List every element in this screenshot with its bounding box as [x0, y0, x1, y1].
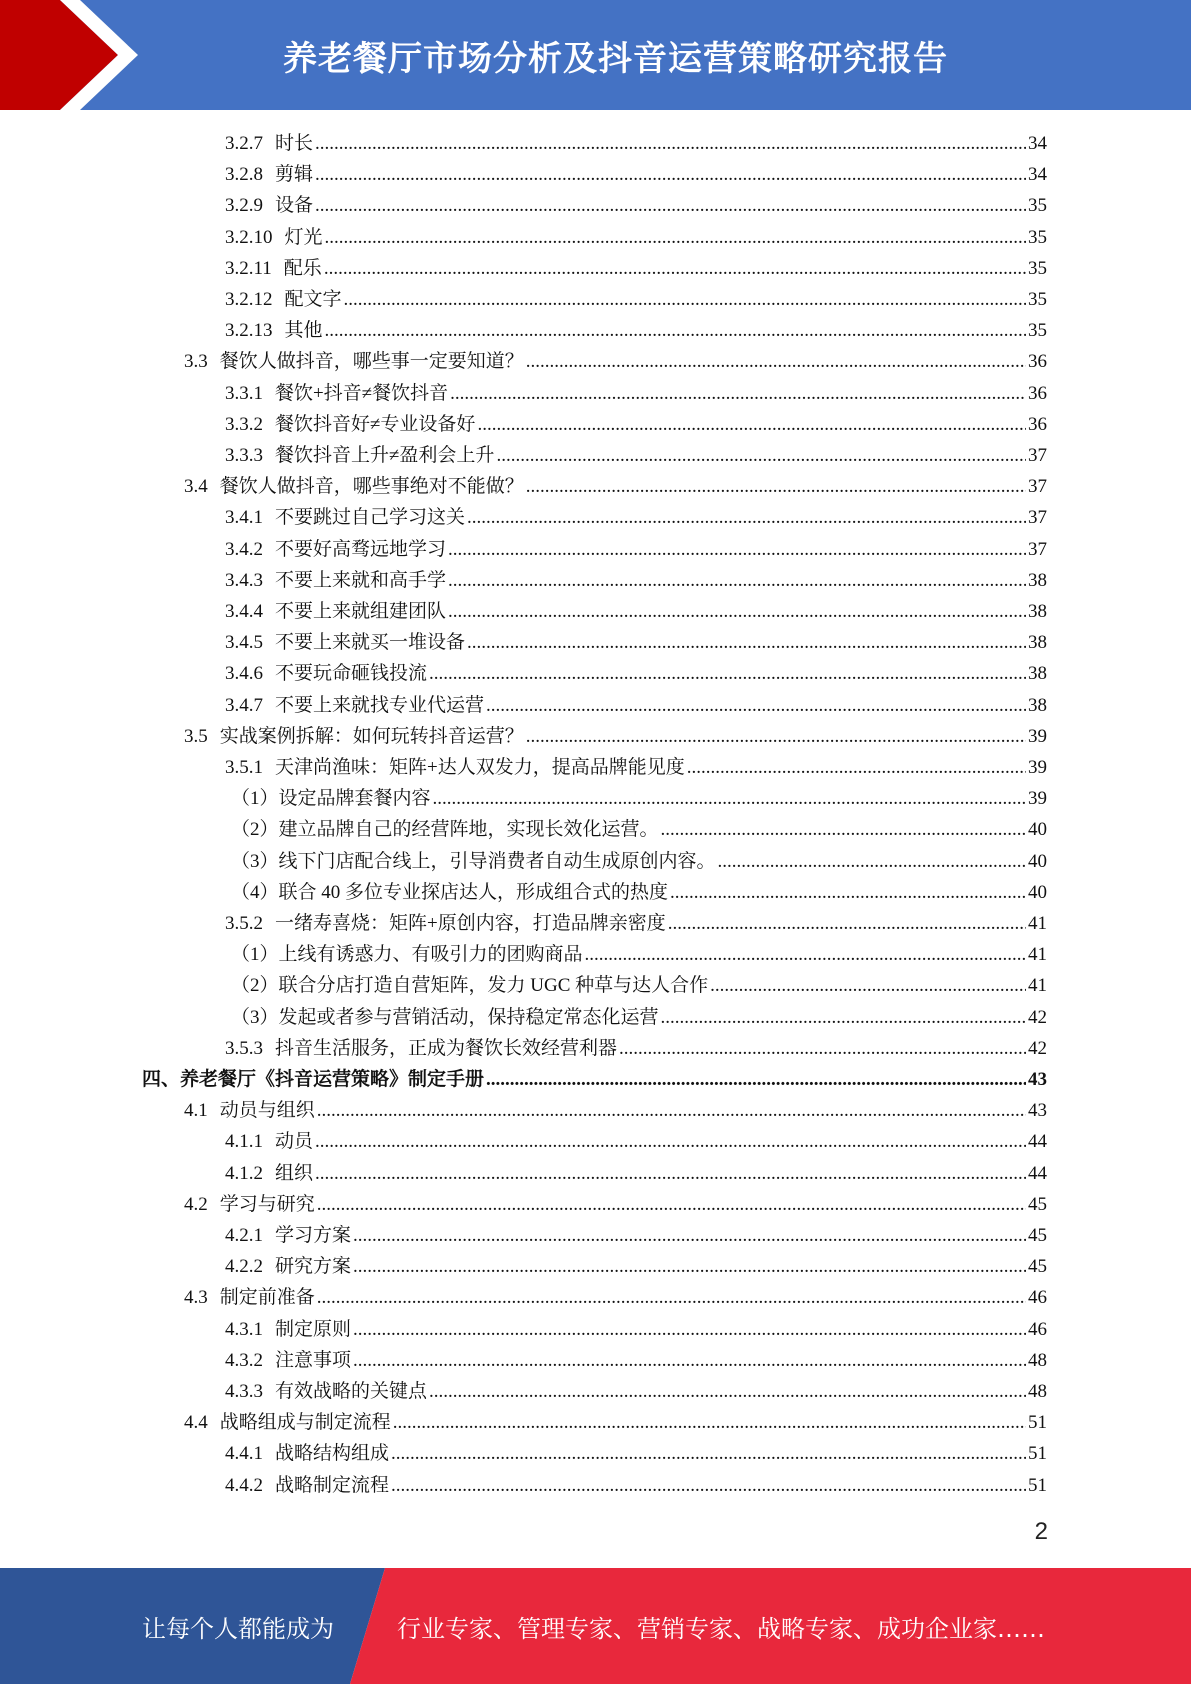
toc-entry-number: 3.4.6 — [225, 663, 263, 685]
toc-entry[interactable] — [184, 471, 1047, 502]
toc-entry-title: 不要玩命砸钱投流 — [275, 663, 428, 685]
toc-entry-page: 37 — [1028, 538, 1047, 560]
toc-leader-dots — [467, 627, 1026, 658]
toc-entry[interactable] — [225, 128, 1047, 159]
toc-entry-title: 不要上来就买一堆设备 — [275, 632, 466, 654]
page-number: 2 — [1034, 1518, 1048, 1545]
toc-entry-title: 不要好高骛远地学习 — [275, 538, 447, 560]
toc-entry-page: 35 — [1028, 320, 1047, 342]
toc-leader-dots — [429, 1376, 1026, 1407]
toc-entry-page: 41 — [1028, 944, 1047, 966]
toc-entry-number: 4.1.1 — [225, 1131, 263, 1153]
toc-entry-number: 3.2.7 — [225, 133, 263, 154]
toc-entry-title: 剪辑 — [275, 164, 314, 186]
toc-entry-page: 38 — [1028, 601, 1047, 622]
toc-entry-page: 34 — [1028, 133, 1047, 154]
toc-entry[interactable] — [184, 1095, 1047, 1126]
toc-entry[interactable] — [184, 1282, 1047, 1313]
toc-entry[interactable] — [225, 409, 1047, 440]
toc-entry-page: 43 — [1028, 1100, 1047, 1122]
toc-entry[interactable] — [225, 1376, 1047, 1407]
toc-entry-page: 36 — [1028, 382, 1047, 404]
toc-leader-dots — [317, 1095, 1026, 1126]
toc-entry-number: 4.3.3 — [225, 1381, 263, 1402]
toc-entry-number: 3.4.3 — [225, 569, 263, 591]
toc-entry[interactable] — [225, 534, 1047, 565]
toc-entry[interactable] — [225, 1251, 1047, 1282]
toc-entry[interactable] — [225, 253, 1047, 284]
toc-entry[interactable] — [225, 1126, 1047, 1157]
toc-entry[interactable] — [225, 190, 1047, 221]
toc-entry-title: 制定原则 — [275, 1318, 352, 1340]
footer-slogan-left: 让每个人都能成为 — [142, 1614, 334, 1643]
toc-entry-number: 四、 — [142, 1069, 181, 1090]
toc-entry-number: 3.3.1 — [225, 382, 263, 404]
toc-entry-number: 4.2.2 — [225, 1256, 263, 1278]
toc-entry-title: 天津尚渔味：矩阵+达人双发力，提高品牌能见度 — [275, 757, 685, 778]
toc-entry-number: 3.2.8 — [225, 164, 263, 186]
toc-entry-page: 51 — [1028, 1443, 1047, 1465]
toc-entry[interactable] — [225, 565, 1047, 596]
toc-leader-dots — [619, 1033, 1026, 1064]
toc-entry-page: 34 — [1028, 164, 1047, 186]
toc-entry-page: 44 — [1028, 1162, 1047, 1184]
toc-entry-page: 45 — [1028, 1225, 1047, 1246]
toc-entry[interactable] — [231, 939, 1047, 970]
toc-entry-number: 3.4.5 — [225, 632, 263, 654]
toc-entry-page: 36 — [1028, 413, 1047, 435]
toc-entry[interactable] — [225, 1033, 1047, 1064]
toc-leader-dots — [477, 409, 1026, 440]
toc-entry-number: （1） — [231, 788, 279, 810]
toc-entry[interactable] — [231, 1002, 1047, 1033]
toc-leader-dots — [526, 471, 1026, 502]
toc-entry-title: 有效战略的关键点 — [275, 1381, 428, 1402]
toc-entry-title: 设备 — [275, 195, 314, 217]
toc-entry-title: 联合 40 多位专业探店达人，形成组合式的热度 — [278, 881, 669, 903]
toc-entry-title: 不要跳过自己学习这关 — [275, 507, 466, 529]
toc-leader-dots — [317, 1282, 1026, 1313]
toc-entry[interactable] — [225, 284, 1047, 315]
toc-entry[interactable] — [184, 1407, 1047, 1438]
toc-leader-dots — [429, 658, 1026, 689]
toc-entry-number: （1） — [231, 944, 279, 966]
document-title: 养老餐厅市场分析及抖音运营策略研究报告 — [283, 38, 948, 79]
toc-entry-page: 35 — [1028, 226, 1047, 248]
toc-entry[interactable] — [225, 1220, 1047, 1251]
toc-entry-page: 41 — [1028, 975, 1047, 997]
toc-entry[interactable] — [225, 440, 1047, 471]
toc-entry-page: 38 — [1028, 694, 1047, 716]
toc-leader-dots — [391, 1470, 1026, 1501]
toc-entry[interactable] — [225, 1314, 1047, 1345]
toc-entry[interactable] — [225, 159, 1047, 190]
toc-entry-number: 3.3.3 — [225, 445, 263, 466]
toc-entry-page: 37 — [1028, 476, 1047, 498]
toc-entry-page: 43 — [1028, 1069, 1047, 1090]
toc-entry-title: 战略制定流程 — [275, 1474, 390, 1496]
toc-entry-page: 37 — [1028, 445, 1047, 466]
toc-leader-dots — [315, 128, 1026, 159]
toc-entry[interactable] — [225, 378, 1047, 409]
toc-entry-title: 制定前准备 — [219, 1287, 315, 1309]
toc-entry-title: 其他 — [284, 320, 323, 342]
toc-entry-title: 配乐 — [283, 257, 322, 279]
toc-entry-number: 3.2.10 — [225, 226, 273, 248]
toc-entry-title: 动员与组织 — [219, 1100, 315, 1122]
toc-entry-page: 39 — [1028, 788, 1047, 810]
toc-entry-title: 餐饮人做抖音，哪些事绝对不能做？ — [219, 476, 524, 498]
toc-entry-page: 39 — [1028, 757, 1047, 778]
toc-entry[interactable] — [184, 721, 1047, 752]
toc-entry-page: 41 — [1028, 913, 1047, 934]
toc-entry-page: 45 — [1028, 1256, 1047, 1278]
toc-entry-page: 40 — [1028, 819, 1047, 841]
toc-entry-title: 线下门店配合线上，引导消费者自动生成原创内容。 — [278, 850, 716, 872]
toc-entry-title: 研究方案 — [275, 1256, 352, 1278]
toc-leader-dots — [661, 814, 1026, 845]
toc-leader-dots — [317, 1189, 1026, 1220]
header-chevron-icon — [0, 0, 150, 110]
toc-entry-page: 36 — [1028, 351, 1047, 373]
toc-entry-page: 44 — [1028, 1131, 1047, 1153]
toc-entry-number: （3） — [231, 850, 279, 872]
toc-entry[interactable] — [231, 783, 1047, 814]
toc-entry-title: 配文字 — [284, 289, 342, 310]
toc-entry[interactable] — [225, 502, 1047, 533]
toc-entry-number: 4.1 — [184, 1100, 208, 1122]
toc-entry-page: 46 — [1028, 1287, 1047, 1309]
toc-entry[interactable] — [225, 752, 1047, 783]
footer-slogan-right: 行业专家、管理专家、营销专家、战略专家、成功企业家…… — [397, 1614, 1045, 1643]
toc-leader-dots — [353, 1220, 1026, 1251]
toc-entry-number: 3.2.12 — [225, 289, 273, 310]
toc-leader-dots — [315, 159, 1026, 190]
toc-leader-dots — [315, 1158, 1026, 1189]
toc-entry-title: 不要上来就和高手学 — [275, 569, 447, 591]
toc-leader-dots — [325, 222, 1026, 253]
toc-entry-number: 4.3.1 — [225, 1318, 263, 1340]
toc-leader-dots — [718, 846, 1026, 877]
toc-leader-dots — [353, 1345, 1026, 1376]
toc-leader-dots — [687, 752, 1026, 783]
toc-entry-number: 4.3.2 — [225, 1349, 263, 1371]
toc-entry-title: 不要上来就组建团队 — [275, 601, 447, 622]
toc-entry[interactable] — [225, 596, 1047, 627]
toc-leader-dots — [585, 939, 1026, 970]
toc-entry-title: 灯光 — [284, 226, 323, 248]
toc-leader-dots — [668, 908, 1026, 939]
toc-entry-title: 上线有诱惑力、有吸引力的团购商品 — [278, 944, 583, 966]
toc-leader-dots — [486, 690, 1026, 721]
toc-entry-title: 设定品牌套餐内容 — [278, 788, 431, 810]
toc-entry[interactable] — [231, 814, 1047, 845]
toc-entry[interactable] — [225, 627, 1047, 658]
toc-entry[interactable] — [225, 908, 1047, 939]
toc-entry[interactable] — [231, 846, 1047, 877]
toc-leader-dots — [315, 1126, 1026, 1157]
toc-entry[interactable] — [225, 1158, 1047, 1189]
toc-entry-page: 46 — [1028, 1318, 1047, 1340]
toc-entry-page: 45 — [1028, 1193, 1047, 1215]
header-bar — [0, 0, 1191, 110]
toc-entry-number: 4.1.2 — [225, 1162, 263, 1184]
toc-entry-title: 养老餐厅《抖音运营策略》制定手册 — [180, 1069, 485, 1090]
toc-entry-number: 4.4 — [184, 1412, 208, 1434]
toc-entry[interactable] — [225, 1438, 1047, 1469]
toc-entry-page: 40 — [1028, 881, 1047, 903]
toc-entry-number: 3.5.3 — [225, 1037, 263, 1059]
toc-leader-dots — [486, 1064, 1026, 1095]
toc-entry[interactable] — [184, 346, 1047, 377]
toc-leader-dots — [353, 1314, 1026, 1345]
toc-entry-page: 51 — [1028, 1412, 1047, 1434]
toc-entry-page: 35 — [1028, 257, 1047, 279]
toc-leader-dots — [661, 1002, 1026, 1033]
toc-entry-title: 战略组成与制定流程 — [219, 1412, 391, 1434]
toc-entry[interactable] — [225, 658, 1047, 689]
toc-entry-number: 3.2.11 — [225, 257, 272, 279]
toc-leader-dots — [324, 253, 1026, 284]
toc-entry-title: 联合分店打造自营矩阵，发力 UGC 种草与达人合作 — [278, 975, 709, 997]
toc-entry-number: （2） — [231, 975, 279, 997]
toc-entry-number: 4.2 — [184, 1193, 208, 1215]
toc-entry-page: 48 — [1028, 1349, 1047, 1371]
toc-entry[interactable] — [231, 877, 1047, 908]
toc-entry-title: 餐饮抖音好≠专业设备好 — [275, 413, 476, 435]
toc-entry-number: 4.3 — [184, 1287, 208, 1309]
toc-entry-title: 实战案例拆解：如何玩转抖音运营？ — [219, 725, 524, 747]
toc-entry-number: （4） — [231, 881, 279, 903]
toc-entry-title: 建立品牌自己的经营阵地，实现长效化运营。 — [278, 819, 659, 841]
toc-leader-dots — [448, 565, 1026, 596]
toc-entry-page: 40 — [1028, 850, 1047, 872]
toc-entry-number: 3.4.7 — [225, 694, 263, 716]
toc-leader-dots — [526, 721, 1026, 752]
toc-entry[interactable] — [225, 1470, 1047, 1501]
toc-entry-title: 餐饮抖音上升≠盈利会上升 — [275, 445, 495, 466]
toc-entry-number: 3.3 — [184, 351, 208, 373]
toc-entry-number: 4.4.1 — [225, 1443, 263, 1465]
toc-entry[interactable] — [184, 1189, 1047, 1220]
toc-entry[interactable] — [142, 1064, 1047, 1095]
toc-entry-number: 3.4.1 — [225, 507, 263, 529]
toc-entry-title: 时长 — [275, 133, 314, 154]
toc-entry[interactable] — [225, 1345, 1047, 1376]
toc-entry-title: 学习方案 — [275, 1225, 352, 1246]
toc-entry-page: 38 — [1028, 569, 1047, 591]
toc-entry[interactable] — [225, 690, 1047, 721]
toc-entry-number: 3.5.1 — [225, 757, 263, 778]
toc-entry[interactable] — [225, 222, 1047, 253]
toc-entry-page: 42 — [1028, 1006, 1047, 1028]
toc-entry-page: 39 — [1028, 725, 1047, 747]
toc-leader-dots — [670, 877, 1026, 908]
toc-entry-number: 3.4 — [184, 476, 208, 498]
toc-leader-dots — [467, 502, 1026, 533]
toc-entry-page: 48 — [1028, 1381, 1047, 1402]
toc-entry-title: 一绪寿喜烧：矩阵+原创内容，打造品牌亲密度 — [275, 913, 666, 934]
toc-leader-dots — [526, 346, 1026, 377]
toc-entry-title: 抖音生活服务，正成为餐饮长效经营利器 — [275, 1037, 618, 1059]
toc-entry[interactable] — [225, 315, 1047, 346]
toc-leader-dots — [448, 596, 1026, 627]
toc-entry-page: 35 — [1028, 289, 1047, 310]
toc-leader-dots — [391, 1438, 1026, 1469]
toc-entry-page: 38 — [1028, 632, 1047, 654]
toc-entry-number: （2） — [231, 819, 279, 841]
toc-entry-number: 3.3.2 — [225, 413, 263, 435]
toc-entry-number: （3） — [231, 1006, 279, 1028]
toc-entry-number: 4.4.2 — [225, 1474, 263, 1496]
toc-entry-number: 3.5 — [184, 725, 208, 747]
toc-leader-dots — [315, 190, 1026, 221]
toc-leader-dots — [393, 1407, 1026, 1438]
toc-entry-page: 42 — [1028, 1037, 1047, 1059]
toc-leader-dots — [344, 284, 1026, 315]
toc-entry-number: 3.2.13 — [225, 320, 273, 342]
footer-bar — [0, 1568, 1191, 1684]
toc-entry-title: 餐饮人做抖音，哪些事一定要知道？ — [219, 351, 524, 373]
toc-leader-dots — [450, 378, 1026, 409]
toc-entry-title: 发起或者参与营销活动，保持稳定常态化运营 — [278, 1006, 659, 1028]
toc-entry[interactable] — [231, 970, 1047, 1001]
toc-leader-dots — [496, 440, 1026, 471]
toc-leader-dots — [433, 783, 1026, 814]
toc-entry-page: 35 — [1028, 195, 1047, 217]
toc-leader-dots — [710, 970, 1026, 1001]
toc-entry-title: 动员 — [275, 1131, 314, 1153]
toc-entry-title: 注意事项 — [275, 1349, 352, 1371]
toc-entry-number: 3.4.4 — [225, 601, 263, 622]
toc-entry-title: 战略结构组成 — [275, 1443, 390, 1465]
toc-entry-title: 学习与研究 — [219, 1193, 315, 1215]
toc-entry-page: 51 — [1028, 1474, 1047, 1496]
toc-entry-title: 组织 — [275, 1162, 314, 1184]
toc-entry-page: 37 — [1028, 507, 1047, 529]
toc-entry-number: 4.2.1 — [225, 1225, 263, 1246]
toc-leader-dots — [325, 315, 1026, 346]
toc-leader-dots — [353, 1251, 1026, 1282]
toc-leader-dots — [448, 534, 1026, 565]
toc-entry-title: 餐饮+抖音≠餐饮抖音 — [275, 382, 449, 404]
toc-entry-number: 3.4.2 — [225, 538, 263, 560]
toc-entry-number: 3.5.2 — [225, 913, 263, 934]
toc-entry-page: 38 — [1028, 663, 1047, 685]
toc-entry-number: 3.2.9 — [225, 195, 263, 217]
toc-entry-title: 不要上来就找专业代运营 — [275, 694, 485, 716]
